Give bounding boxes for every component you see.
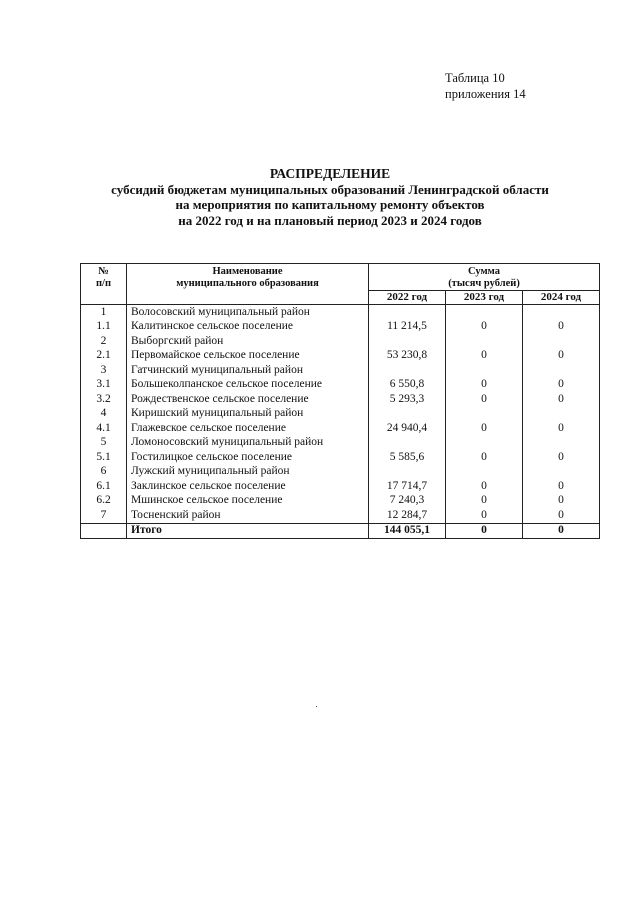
table-row [81, 494, 600, 509]
row-value-2023 [446, 407, 523, 422]
row-name: Гатчинский муниципальный район [127, 363, 369, 378]
row-value-2023: 0 [446, 508, 523, 523]
row-number: 4.1 [81, 421, 127, 436]
row-value-2024: 0 [523, 494, 600, 509]
distribution-table [80, 263, 600, 539]
row-number: 3 [81, 363, 127, 378]
row-value-2022: 17 714,7 [369, 479, 446, 494]
row-value-2023: 0 [446, 421, 523, 436]
title-line-4: на 2022 год и на плановый период 2023 и 2024 годов [178, 212, 482, 228]
row-value-2024: 0 [523, 508, 600, 523]
row-value-2022 [369, 436, 446, 451]
row-value-2022 [369, 305, 446, 320]
total-value-2022: 144 055,1 [369, 523, 446, 539]
header-year-2022: 2022 год [369, 291, 446, 305]
row-value-2024 [523, 305, 600, 320]
total-value-2024: 0 [523, 523, 600, 539]
document-title [60, 166, 600, 228]
header-year-2023: 2023 год [446, 291, 523, 305]
header-number-line1: № [98, 266, 109, 277]
total-value-2023: 0 [446, 523, 523, 539]
header-number [81, 264, 127, 305]
total-number-cell [81, 523, 127, 539]
row-value-2024: 0 [523, 378, 600, 393]
header-sum [369, 264, 600, 291]
row-value-2023: 0 [446, 349, 523, 364]
table-number: Таблица 10 [445, 71, 505, 85]
row-value-2024 [523, 363, 600, 378]
header-name [127, 264, 369, 305]
row-value-2023 [446, 363, 523, 378]
row-value-2024: 0 [523, 450, 600, 465]
header-name-line1: Наименование [212, 266, 283, 277]
row-value-2024: 0 [523, 421, 600, 436]
header-sum-line1: Сумма [468, 266, 500, 277]
header-name-line2: муниципального образования [176, 278, 319, 289]
row-value-2024 [523, 436, 600, 451]
row-value-2022: 6 550,8 [369, 378, 446, 393]
row-number: 6.1 [81, 479, 127, 494]
row-number: 2 [81, 334, 127, 349]
row-number: 1 [81, 305, 127, 320]
row-value-2022: 53 230,8 [369, 349, 446, 364]
row-value-2022 [369, 363, 446, 378]
table-row [81, 465, 600, 480]
total-label: Итого [127, 523, 369, 539]
row-number: 1.1 [81, 320, 127, 335]
row-number: 6 [81, 465, 127, 480]
row-name: Первомайское сельское поселение [127, 349, 369, 364]
row-value-2022: 5 293,3 [369, 392, 446, 407]
row-value-2024 [523, 334, 600, 349]
row-value-2023: 0 [446, 450, 523, 465]
total-row [81, 523, 600, 539]
row-name: Тосненский район [127, 508, 369, 523]
row-value-2024 [523, 465, 600, 480]
title-line-2: субсидий бюджетам муниципальных образований Ленинградской области [111, 181, 549, 197]
row-name: Гостилицкое сельское поселение [127, 450, 369, 465]
header-number-line2: п/п [95, 278, 112, 289]
row-value-2022 [369, 465, 446, 480]
table-row [81, 363, 600, 378]
row-value-2023: 0 [446, 320, 523, 335]
header-sum-line2: (тысяч рублей) [448, 278, 520, 289]
row-name: Лужский муниципальный район [127, 465, 369, 480]
row-number: 4 [81, 407, 127, 422]
row-name: Волосовский муниципальный район [127, 305, 369, 320]
row-number: 5.1 [81, 450, 127, 465]
row-name: Мшинское сельское поселение [127, 494, 369, 509]
row-value-2022: 7 240,3 [369, 494, 446, 509]
row-number: 3.1 [81, 378, 127, 393]
row-value-2023: 0 [446, 479, 523, 494]
appendix-number: приложения 14 [445, 87, 526, 101]
table-row [81, 436, 600, 451]
table-row [81, 320, 600, 335]
row-number: 3.2 [81, 392, 127, 407]
row-name: Рождественское сельское поселение [127, 392, 369, 407]
row-value-2023: 0 [446, 494, 523, 509]
row-value-2024: 0 [523, 320, 600, 335]
row-value-2023 [446, 305, 523, 320]
row-name: Выборгский район [127, 334, 369, 349]
header-year-2024: 2024 год [523, 291, 600, 305]
table-row [81, 479, 600, 494]
row-value-2023 [446, 334, 523, 349]
row-value-2024: 0 [523, 479, 600, 494]
row-name: Ломоносовский муниципальный район [127, 436, 369, 451]
row-name: Калитинское сельское поселение [127, 320, 369, 335]
table-row [81, 305, 600, 320]
table-row [81, 378, 600, 393]
row-value-2024 [523, 407, 600, 422]
header-row [81, 264, 600, 291]
row-value-2023 [446, 465, 523, 480]
row-number: 2.1 [81, 349, 127, 364]
row-value-2022 [369, 334, 446, 349]
row-value-2023: 0 [446, 378, 523, 393]
table-row [81, 407, 600, 422]
table-row [81, 349, 600, 364]
row-name: Большеколпанское сельское поселение [127, 378, 369, 393]
table-row [81, 450, 600, 465]
row-value-2022: 24 940,4 [369, 421, 446, 436]
row-name: Заклинское сельское поселение [127, 479, 369, 494]
row-value-2022 [369, 407, 446, 422]
row-number: 7 [81, 508, 127, 523]
title-line-3: на мероприятия по капитальному ремонту объектов [175, 197, 485, 212]
row-value-2022: 5 585,6 [369, 450, 446, 465]
table-reference [445, 70, 605, 102]
row-number: 5 [81, 436, 127, 451]
row-value-2022: 12 284,7 [369, 508, 446, 523]
row-value-2024: 0 [523, 349, 600, 364]
scan-speck [316, 706, 317, 707]
table-row [81, 508, 600, 523]
table-row [81, 392, 600, 407]
row-name: Киришский муниципальный район [127, 407, 369, 422]
row-value-2023: 0 [446, 392, 523, 407]
row-value-2024: 0 [523, 392, 600, 407]
row-name: Глажевское сельское поселение [127, 421, 369, 436]
row-value-2022: 11 214,5 [369, 320, 446, 335]
table-row [81, 334, 600, 349]
title-line-1: РАСПРЕДЕЛЕНИЕ [269, 166, 391, 181]
row-value-2023 [446, 436, 523, 451]
row-number: 6.2 [81, 494, 127, 509]
table-row [81, 421, 600, 436]
